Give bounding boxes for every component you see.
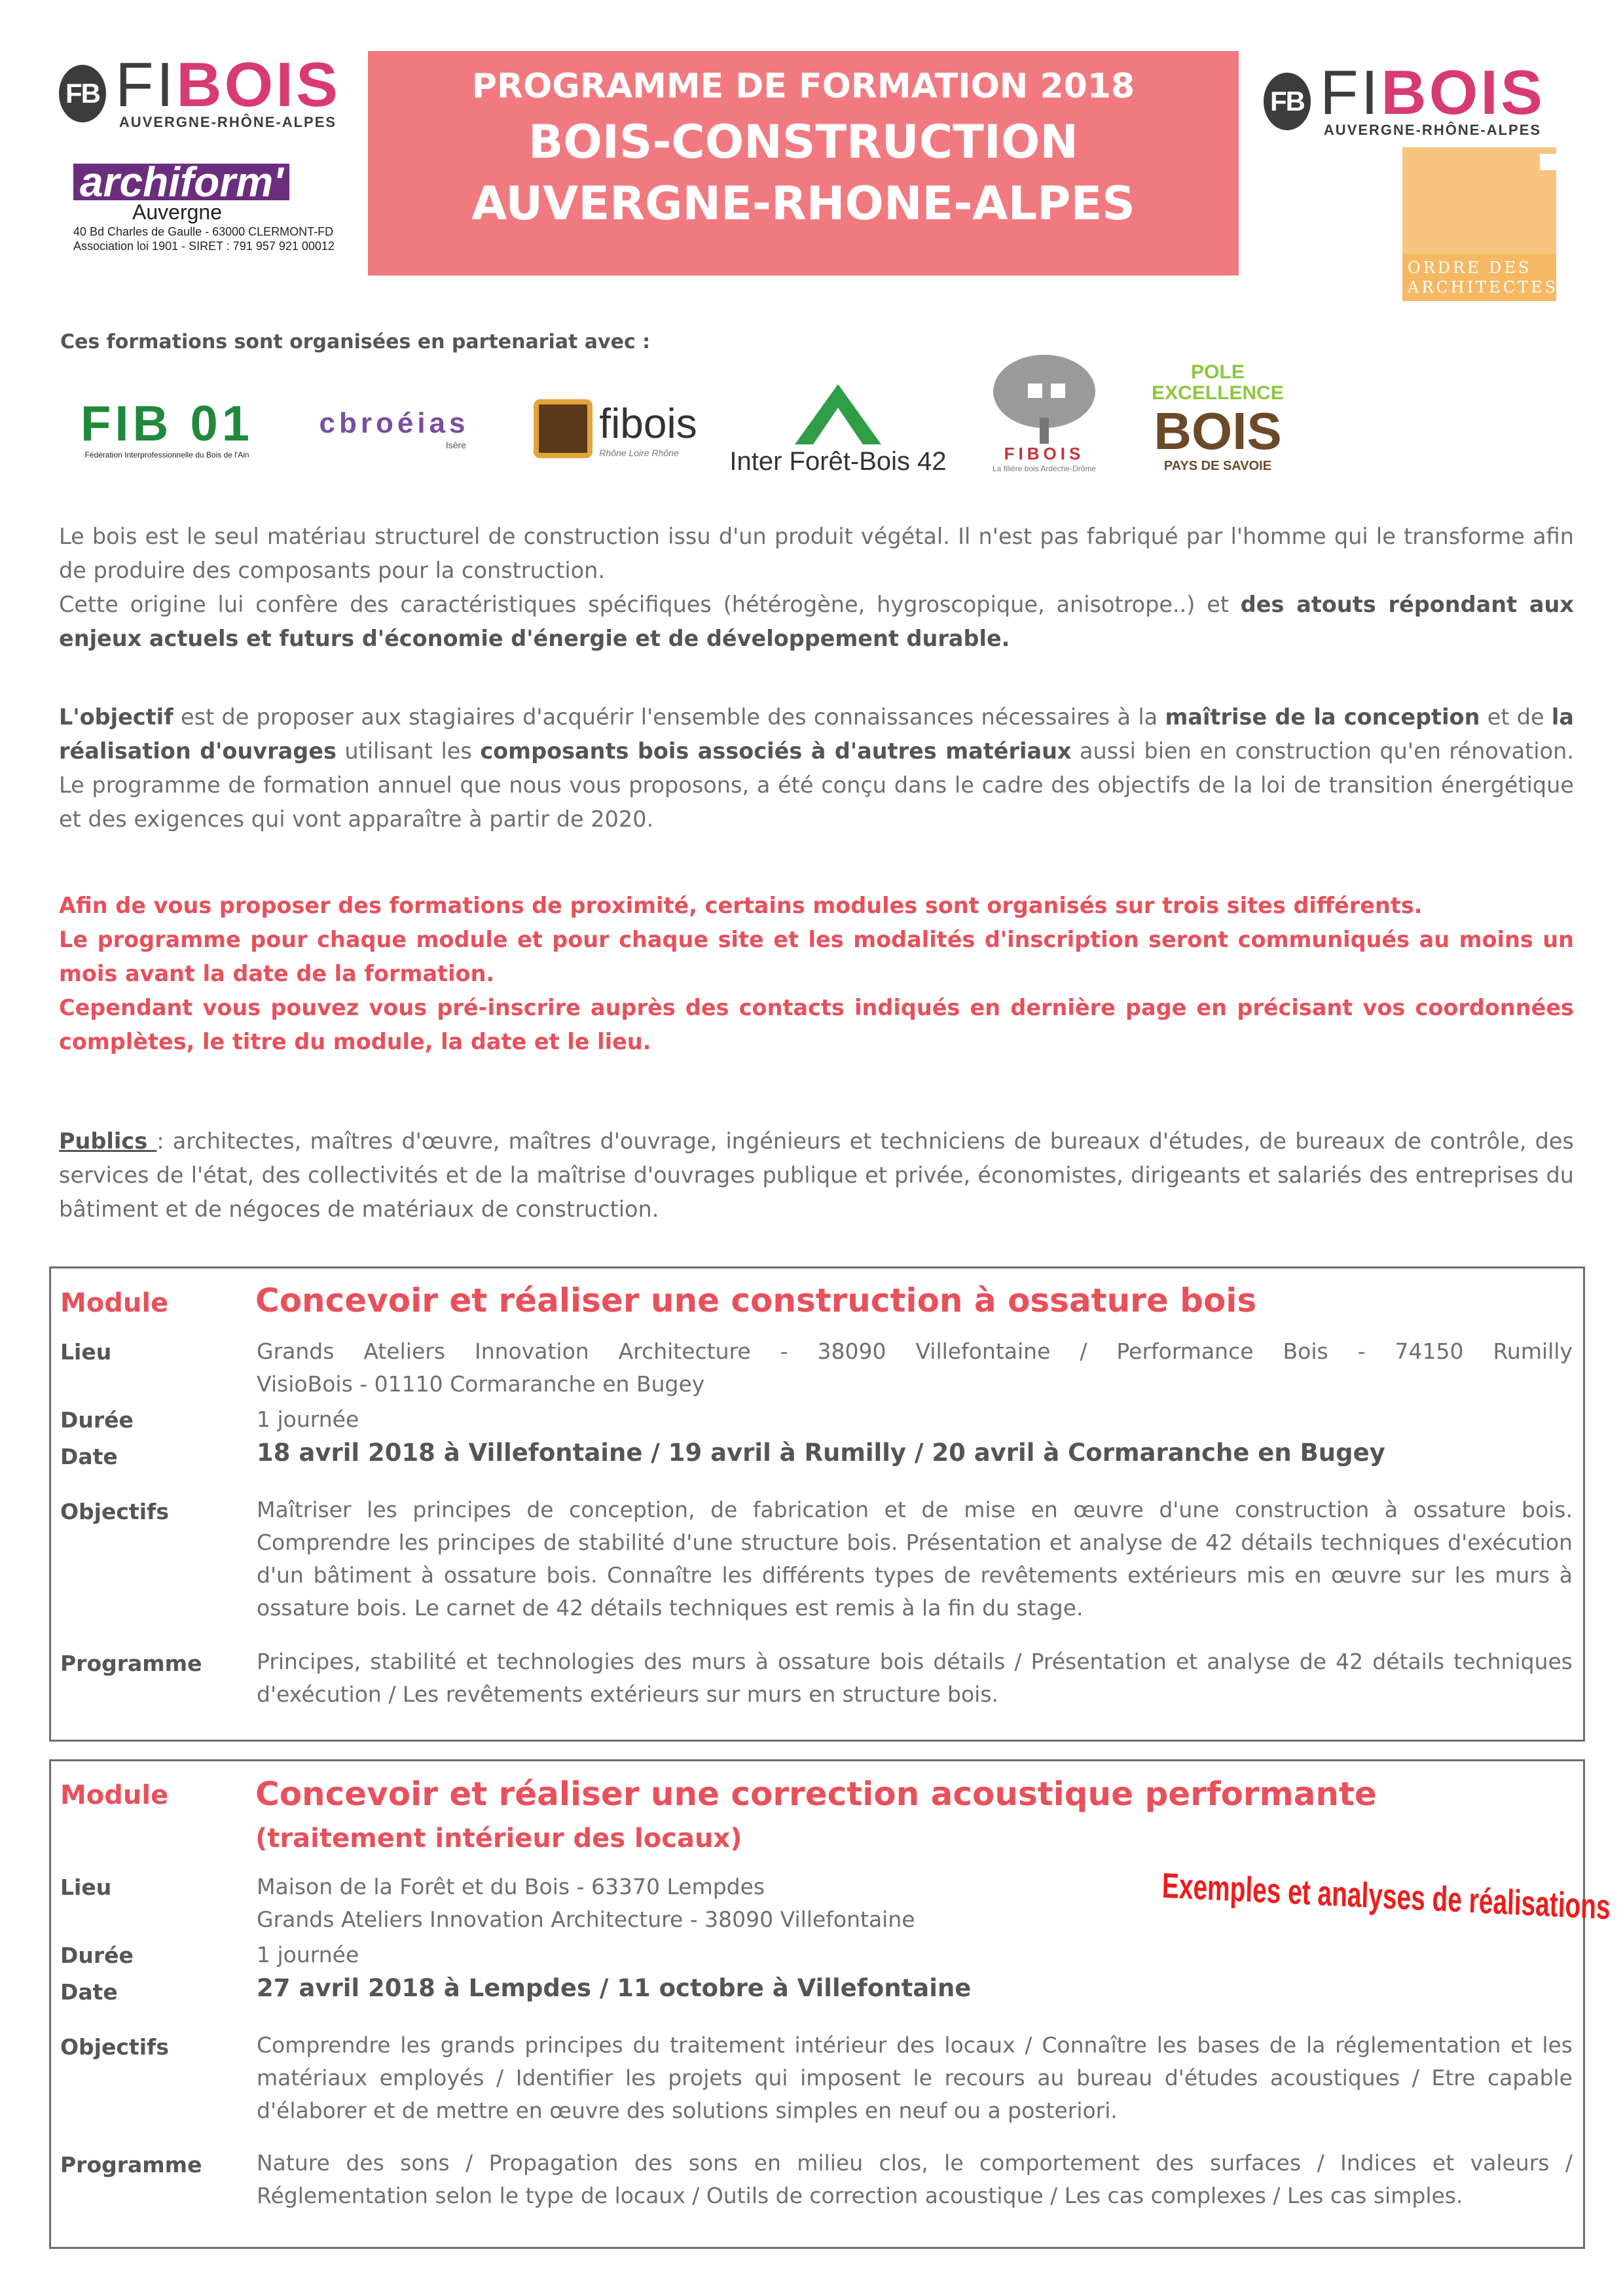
- date-value: 27 avril 2018 à Lempdes / 11 octobre à Villefontaine: [257, 1974, 972, 2002]
- fibois-region: AUVERGNE-RHÔNE-ALPES: [119, 114, 337, 130]
- duree-value: 1 journée: [257, 1942, 359, 1967]
- title-banner: [368, 51, 1239, 276]
- partner-logo-pole-excellence-bois: POLE EXCELLENCE BOIS PAYS DE SAVOIE: [1152, 361, 1284, 473]
- page-title: PROGRAMME DE FORMATION 2018: [471, 67, 1135, 106]
- tree-ring-icon: [534, 399, 593, 458]
- examples-stamp: Exemples et analyses de réalisations: [1161, 1866, 1611, 1928]
- objectifs-label: Objectifs: [60, 2034, 170, 2060]
- partners-label: Ces formations sont organisées en partenariat avec :: [60, 331, 651, 353]
- module-label: Module: [60, 1780, 169, 1810]
- module-title: Concevoir et réaliser une construction à ossature bois: [255, 1282, 1257, 1319]
- objectifs-label: Objectifs: [60, 1499, 170, 1524]
- proximity-notice: Afin de vous proposer des formations de proximité, certains modules sont organisés sur trois sites différents. Le programme pour chaque module et pour chaque site et les modalités d'inscription seront communiqués au moins un mois avant la date de la formation. Cependant vous pouvez vous pré-inscrire auprès des contacts indiqués en dernière page en précisant vos coordonnées complètes, le titre du module, la date et le lieu.: [59, 893, 1574, 1054]
- programme-value: Nature des sons / Propagation des sons en milieu clos, le comportement des surfaces / Indices et valeurs / Réglementation selon le type de locaux / Outils de correction acoustique / Les cas complexes / Les cas simples.: [257, 2150, 1573, 2208]
- duree-label: Durée: [60, 1407, 134, 1433]
- intro-paragraph-1: Le bois est le seul matériau structurel de construction issu d'un produit végétal. Il n'est pas fabriqué par l'homme qui le transforme afin de produire des composants pour la construction. Cette origine lui confère des caractéristiques spécifiques (hétérogène, hygroscopique, anisotrope..) et des atouts répondant aux enjeux actuels et futurs d'économie d'énergie et de développement durable.: [59, 524, 1574, 651]
- partner-logo-fibois-ardeche-drome: FIBOIS La filière bois Ardèche-Drôme: [976, 347, 1113, 478]
- programme-label: Programme: [60, 1651, 202, 1676]
- partner-logo-inter-foret-bois-42: Inter Forêt-Bois 42: [727, 380, 949, 478]
- module-title: Concevoir et réaliser une correction acoustique performante: [255, 1775, 1377, 1813]
- triangle-icon: [792, 382, 884, 447]
- lieu-value: Maison de la Forêt et du Bois - 63370 Lempdes Grands Ateliers Innovation Architecture - 38090 Villefontaine: [257, 1874, 915, 1932]
- objective-paragraph: L'objectif est de proposer aux stagiaires d'acquérir l'ensemble des connaissances nécessaires à la maîtrise de la conception et de la réalisation d'ouvrages utilisant les composants bois associés à d'autres matériaux aussi bien en construction qu'en rénovation. Le programme de formation annuel que nous vous proposons, a été conçu dans le cadre des objectifs de la loi de transition énergétique et des exigences qui vont apparaître à partir de 2020.: [59, 704, 1574, 832]
- lieu-label: Lieu: [60, 1339, 112, 1365]
- title-region: AUVERGNE-RHONE-ALPES: [471, 177, 1135, 230]
- programme-value: Principes, stabilité et technologies des murs à ossature bois détails / Présentation et analyse de 42 détails techniques d'exécution / Les revêtements extérieurs sur murs en structure bois.: [257, 1649, 1573, 1707]
- duree-label: Durée: [60, 1943, 134, 1968]
- date-label: Date: [60, 1444, 118, 1469]
- fibois-logo-left: FB FIBOIS AUVERGNE-RHÔNE-ALPES: [59, 51, 340, 136]
- partner-logo-fib01: FIB 01 Fédération Interprofessionnelle du Bois de l'Ain: [80, 396, 254, 459]
- module-label: Module: [60, 1288, 169, 1318]
- lieu-label: Lieu: [60, 1874, 112, 1900]
- objectifs-value: Comprendre les grands principes du traitement intérieur des locaux / Connaître les bases de la réglementation et les matériaux employés / Identifier les projets qui imposent le recours au bureau d'études acoustiques / Etre capable d'élaborer et de mettre en œuvre des solutions simples en neuf ou a posteriori.: [257, 2032, 1573, 2123]
- partner-logo-fibois-rhone: fibois Rhône Loire Rhône: [514, 386, 717, 471]
- publics-label: Publics: [59, 1128, 157, 1154]
- title-subject: BOIS-CONSTRUCTION: [528, 115, 1078, 169]
- partner-logo-cbroeias: cbroéias Isère: [319, 407, 469, 450]
- archiform-logo: archiform' Auvergne 40 Bd Charles de Gaulle - 63000 CLERMONT-FD Association loi 1901 - SIRET : 791 957 921 00012: [73, 158, 335, 253]
- objectifs-value: Maîtriser les principes de conception, de fabrication et de mise en œuvre d'une construction à ossature bois. Comprendre les principes de stabilité d'une structure bois. Présentation et analyse de 42 détails techniques d'exécution d'un bâtiment à ossature bois. Connaître les différents types de revêtements extérieurs mis en œuvre sur les murs à ossature bois. Le carnet de 42 détails techniques est remis à la fin du stage.: [257, 1497, 1573, 1621]
- publics-paragraph: Publics : architectes, maîtres d'œuvre, maîtres d'ouvrage, ingénieurs et techniciens de bureaux d'études, de bureaux de contrôle, des services de l'état, des collectivités et de la maîtrise d'ouvrages publique et privée, économistes, dirigeants et salariés des entreprises du bâtiment et de négoces de matériaux de construction.: [59, 1128, 1574, 1222]
- fibois-region: AUVERGNE-RHÔNE-ALPES: [1323, 122, 1542, 138]
- module-subtitle: (traitement intérieur des locaux): [255, 1823, 742, 1854]
- lieu-value: Grands Ateliers Innovation Architecture - 38090 Villefontaine / Performance Bois - 74150 Rumilly VisioBois - 01110 Cormaranche en Bugey: [257, 1338, 1573, 1397]
- fibois-mark-icon: FB: [59, 65, 106, 122]
- date-label: Date: [60, 1979, 118, 2005]
- date-value: 18 avril 2018 à Villefontaine / 19 avril à Rumilly / 20 avril à Cormaranche en Bugey: [257, 1439, 1385, 1467]
- ordre-architectes-logo: ORDRE DES ARCHITECTES: [1402, 147, 1556, 301]
- duree-value: 1 journée: [257, 1407, 359, 1432]
- fibois-mark-icon: FB: [1264, 73, 1311, 130]
- programme-label: Programme: [60, 2152, 202, 2178]
- tree-icon: [989, 352, 1100, 444]
- fibois-logo-right: FB FIBOIS AUVERGNE-RHÔNE-ALPES: [1264, 59, 1545, 144]
